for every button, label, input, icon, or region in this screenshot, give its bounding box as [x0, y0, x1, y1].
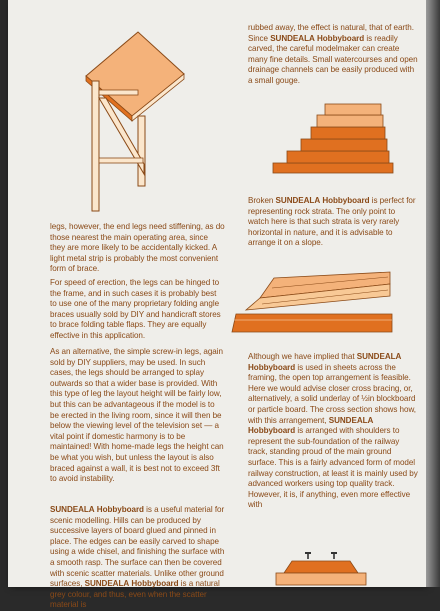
track-rail-left [305, 552, 311, 554]
frame-leg-right [138, 116, 145, 186]
right-paragraph-1: rubbed away, the effect is natural, that of earth. Since SUNDEALA Hobbyboard is readily carved, the careful modelmaker can create many fine details. Small watercourses and open drainage channels can be easily produced with a small gouge. [248, 23, 418, 85]
right-column-3 [248, 352, 418, 511]
strata-base-slab [232, 314, 392, 332]
right-paragraph-2: Broken SUNDEALA Hobbyboard is perfect for representing rock strata. The only point to watch here is that such strata is very rarely horizontal in nature, and it is advisable to arrange it on a slope. [248, 196, 416, 248]
frame-crossbar [99, 158, 143, 163]
brand-name-2: SUNDEALA [84, 579, 130, 589]
book-page [8, 0, 426, 610]
rock-strata-illustration [232, 268, 392, 338]
right-paragraph-3: Although we have implied that SUNDEALA Hobbyboard is used in sheets across the framing, the open top arrangement is feasible. Here we would advise closer cross bracing, or, alternatively, a solid underlay of ½in blockboard or particle board. The cross section shows how, with this arrangement, SUNDEALA Hobbyboard is arranged with shoulders to represent the sub-foundation of the railway track, standing proud of the main ground surface. This is a fairly advanced form of model railway construction, at least it is mainly used by advanced workers using top quality track. However, it is, if anything, even more effective with [248, 352, 418, 510]
left-paragraph-4: SUNDEALA Hobbyboard is a useful material for scenic modelling. Hills can be produced by successive layers of board glued and pinned in place. The edges can be easily carved to shape using a wide chisel, and finishing the surface with a smooth rasp. The surface can then be covered with scenic scatter materials. Unlike other ground surfaces, SUNDEALA Hobbyboard is a natural grey colour, and thus, even when the scatter material is [50, 505, 225, 610]
stepped-hill-illustration [273, 101, 393, 181]
hill-layer-6 [325, 104, 381, 115]
right-column-2 [248, 196, 418, 249]
track-shoulder [284, 561, 358, 573]
brand-name: SUNDEALA [50, 505, 95, 514]
frame-board-top [86, 32, 184, 116]
product-name: Hobbyboard [96, 505, 144, 514]
hill-layer-5 [317, 115, 383, 127]
book-page-edge [426, 0, 440, 587]
left-column-4 [50, 505, 225, 611]
hill-layer-2 [287, 151, 389, 163]
hill-layer-3 [301, 139, 387, 151]
track-rail-right [331, 552, 337, 554]
frame-leg-illustration [76, 28, 196, 213]
left-paragraph-3: As an alternative, the simple screw-in legs, again sold by DIY suppliers, may be used. In such cases, the legs should be arranged to splay outwards so that a wider base is provided. With this type of leg the layout height will be fairly low, but this can be advantageous if the model is to be erected in the living room, since it will then be below the viewing level of the television set — a vital point if domestic harmony is to be maintained! With home-made legs the height can be what you wish, but unless the layout is also braced against a wall, it is best not to exceed 3ft to avoid instability. [50, 347, 224, 484]
hill-layer-1 [273, 163, 393, 173]
track-base-board [276, 573, 366, 585]
left-column-3 [50, 347, 225, 485]
left-paragraph-2: For speed of erection, the legs can be hinged to the frame, and in such cases it is probably best to use one of the many proprietary folding angle braces usually sold by DIY and handicraft stores to brace folding table flaps. They are equally effective in this application. [50, 278, 221, 340]
hill-layer-4 [311, 127, 385, 139]
right-column-1 [248, 23, 418, 87]
frame-rail [99, 90, 138, 95]
product-name-2: Hobbyboard [131, 579, 179, 589]
left-column-2 [50, 278, 225, 342]
left-paragraph-1: legs, however, the end legs need stiffening, as do those nearest the main operating area, since they are more likely to be accidentally kicked. A light metal strip is probably the most convenient form of brace. [50, 222, 225, 274]
left-column [50, 222, 225, 275]
frame-leg-left [92, 81, 99, 211]
track-bed-cross-section [276, 545, 366, 585]
